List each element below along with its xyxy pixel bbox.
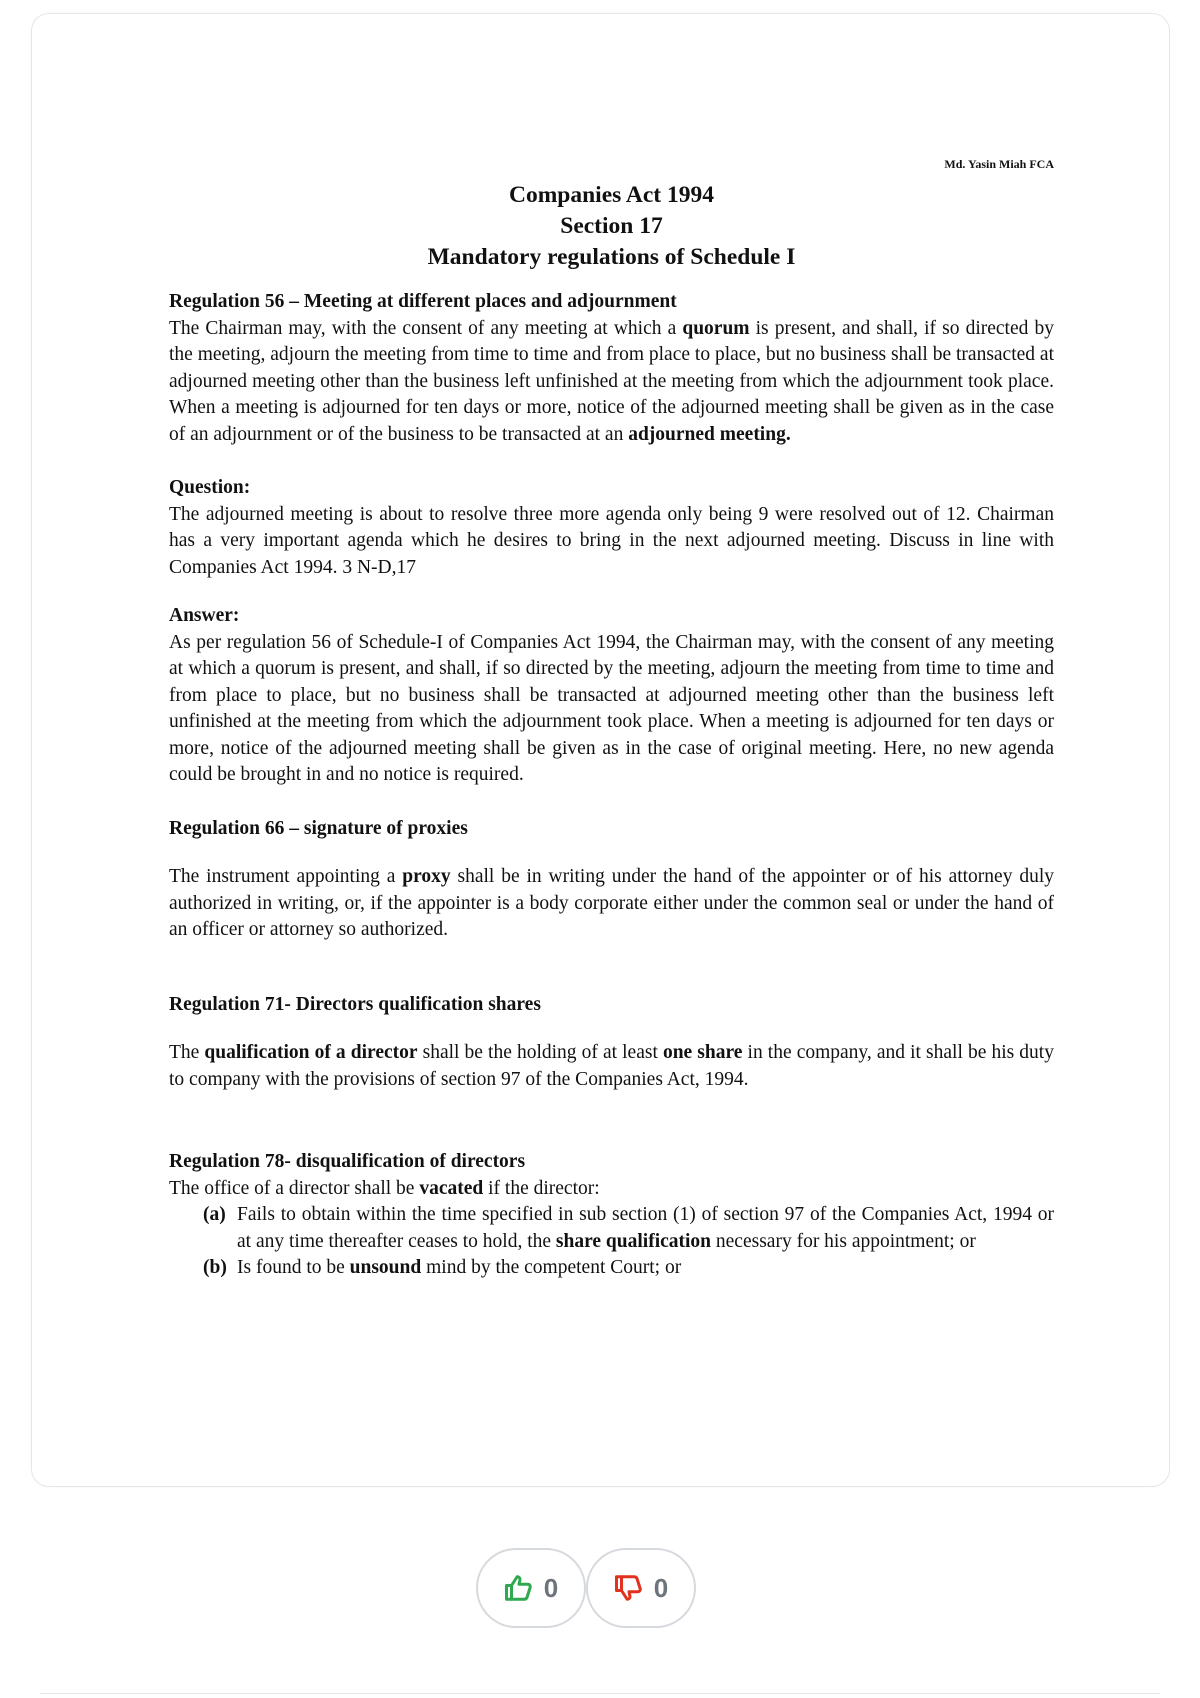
section-heading: Regulation 71- Directors qualification shares <box>169 993 541 1015</box>
answer-heading: Answer: <box>169 605 240 626</box>
author-credit: Md. Yasin Miah FCA <box>944 157 1054 171</box>
like-button[interactable] <box>476 1548 586 1628</box>
list-marker: (a) <box>203 1204 226 1225</box>
thumbs-up-icon <box>504 1573 534 1603</box>
divider <box>40 1693 1160 1694</box>
title-line: Section 17 <box>560 213 663 239</box>
section-heading: Regulation 66 – signature of proxies <box>169 817 468 839</box>
section-heading: Regulation 56 – Meeting at different places and adjournment <box>169 291 677 312</box>
answer-text: As per regulation 56 of Schedule-I of Companies Act 1994, the Chairman may, with the consent of any meeting at which a quorum is present, and shall, if so directed by the meeting, adjourn the meeting from time to time and from place to place, but no business shall be transacted at adjourned meeting other than the business left unfinished at the meeting from which the adjournment took place. When a meeting is adjourned for ten days or more, notice of the adjourned meeting shall be given as in the case of original meeting. Here, no new agenda could be brought in and no notice is required. <box>169 631 1054 785</box>
document-title <box>169 180 1054 273</box>
question-text: The adjourned meeting is about to resolve three more agenda only being 9 were resolved out of 12. Chairman has a very important agenda which he desires to bring in the next adjourned meeting. Discuss in line with Companies Act 1994. 3 N-D,17 <box>169 503 1054 578</box>
section-heading: Regulation 78- disqualification of directors <box>169 1151 526 1172</box>
regulation-56-text: The Chairman may, with the consent of any meeting at which a quorum is present, and shall, if so directed by the meeting, adjourn the meeting from time to time and from place to place, but no business shall be transacted at adjourned meeting other than the business left unfinished at the meeting from which the adjournment took place. When a meeting is adjourned for ten days or more, notice of the adjourned meeting shall be given as in the case of an adjournment or of the business to be transacted at an adjourned meeting. <box>169 317 1054 445</box>
list-marker: (b) <box>203 1257 227 1278</box>
document-content <box>169 156 1054 1282</box>
disqualification-list <box>169 1202 1054 1282</box>
title-line: Mandatory regulations of Schedule I <box>427 244 796 270</box>
list-item: (a) Fails to obtain within the time specified in sub section (1) of section 97 of the Companies Act, 1994 or at any time thereafter ceases to hold, the share qualification necessary for his appointment; or <box>203 1202 1054 1255</box>
title-line: Companies Act 1994 <box>509 182 714 208</box>
dislike-button[interactable] <box>586 1548 696 1628</box>
regulation-66-text: The instrument appointing a proxy shall be in writing under the hand of the appointer or of his attorney duly authorized in writing, or, if the appointer is a body corporate either under the common seal or under the hand of an officer or attorney so authorized. <box>169 866 1054 940</box>
regulation-78-intro: The office of a director shall be vacated if the director: <box>169 1177 600 1199</box>
regulation-71-text: The qualification of a director shall be the holding of at least one share in the company, and it shall be his duty to company with the provisions of section 97 of the Companies Act, 1994. <box>169 1042 1054 1090</box>
reaction-bar <box>476 1548 706 1628</box>
dislike-count: 0 <box>653 1572 669 1603</box>
like-count: 0 <box>543 1572 559 1603</box>
list-item: (b) Is found to be unsound mind by the competent Court; or <box>203 1255 1054 1282</box>
question-heading: Question: <box>169 477 251 498</box>
thumbs-down-icon <box>614 1573 644 1603</box>
